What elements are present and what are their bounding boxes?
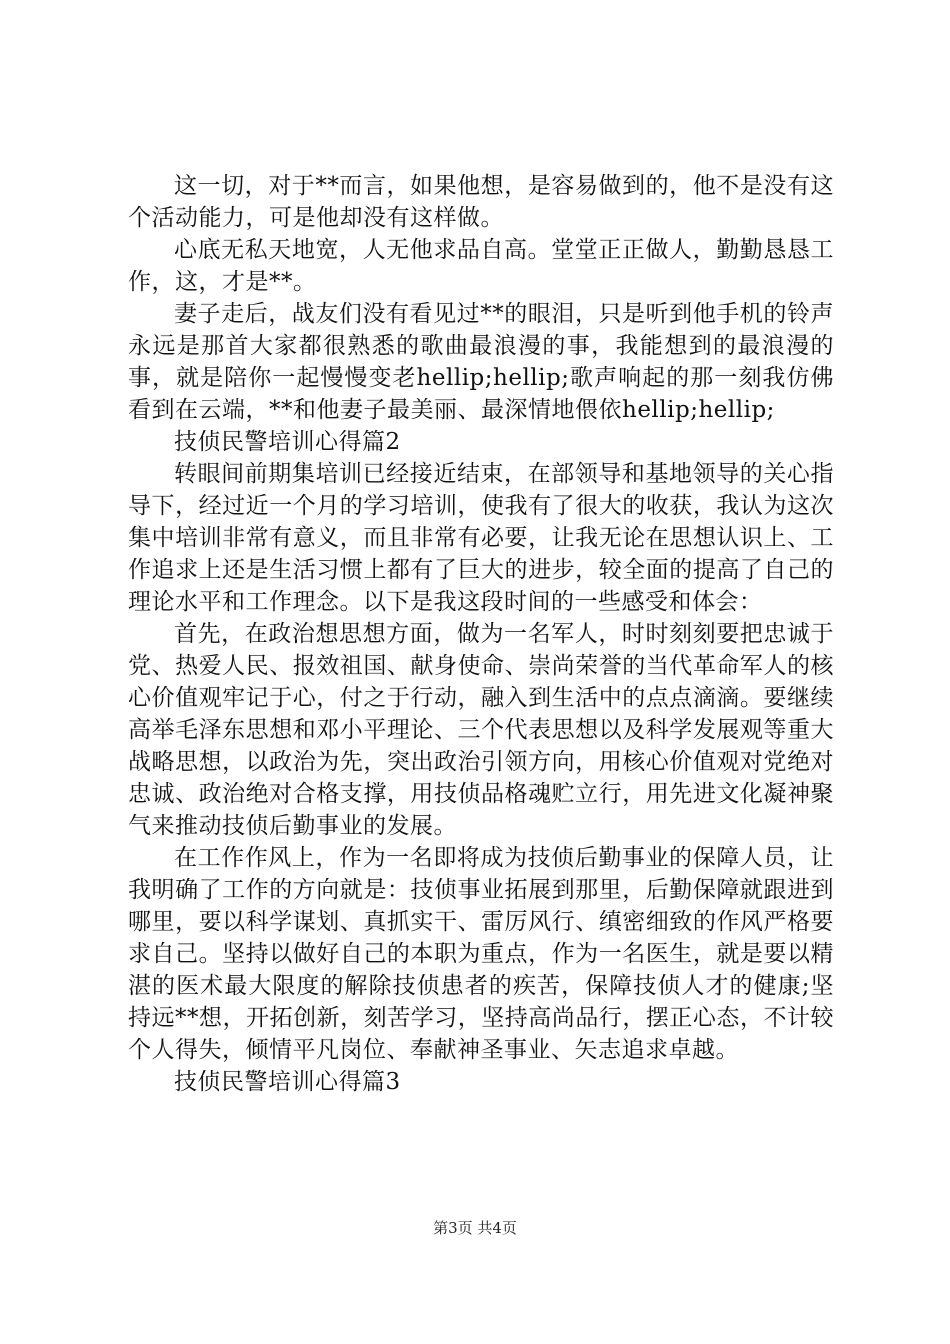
body-paragraph: 转眼间前期集培训已经接近结束，在部领导和基地领导的关心指导下，经过近一个月的学习培训，使我有了很大的收获，我认为这次集中培训非常有意义，而且非常有必要，让我无论在思想认识上、工作追求上还是生活习惯上都有了巨大的进步，较全面的提高了自己的理论水平和工作理念。以下是我这段时间的一些感受和体会： (128, 461, 834, 615)
body-paragraph: 首先，在政治想思想方面，做为一名军人，时时刻刻要把忠诚于党、热爱人民、报效祖国、献身使命、崇尚荣誉的当代革命军人的核心价值观牢记于心，付之于行动，融入到生活中的点点滴滴。要继续高举毛泽东思想和邓小平理论、三个代表思想以及科学发展观等重大战略思想，以政治为先，突出政治引领方向，用核心价值观对党绝对忠诚、政治绝对合格支撑，用技侦品格魂贮立行，用先进文化凝神聚气来推动技侦后勤事业的发展。 (128, 621, 834, 839)
page-number-footer: 第3页 共4页 (433, 1219, 517, 1237)
body-paragraph: 这一切，对于**而言，如果他想，是容易做到的，他不是没有这个活动能力，可是他却没有这样做。 (128, 173, 834, 231)
document-body (128, 170, 834, 1098)
section-heading: 技侦民警培训心得篇2 (174, 429, 401, 455)
body-paragraph: 在工作作风上，作为一名即将成为技侦后勤事业的保障人员，让我明确了工作的方向就是：技侦事业拓展到那里，后勤保障就跟进到哪里，要以科学谋划、真抓实干、雷厉风行、缜密细致的作风严格要求自己。坚持以做好自己的本职为重点，作为一名医生，就是要以精湛的医术最大限度的解除技侦患者的疾苦，保障技侦人才的健康;坚持远**想，开拓创新，刻苦学习，坚持高尚品行，摆正心态，不计较个人得失，倾情平凡岗位、奉献神圣事业、矢志追求卓越。 (128, 845, 834, 1063)
section-heading: 技侦民警培训心得篇3 (174, 1069, 401, 1095)
body-paragraph: 心底无私天地宽，人无他求品自高。堂堂正正做人，勤勤恳恳工作，这，才是**。 (128, 237, 834, 295)
body-paragraph: 妻子走后，战友们没有看见过**的眼泪，只是听到他手机的铃声永远是那首大家都很熟悉的歌曲最浪漫的事，我能想到的最浪漫的事，就是陪你一起慢慢变老hellip;hellip;歌声响起的那一刻我仿佛看到在云端，**和他妻子最美丽、最深情地偎依hellip;hellip; (128, 301, 834, 423)
